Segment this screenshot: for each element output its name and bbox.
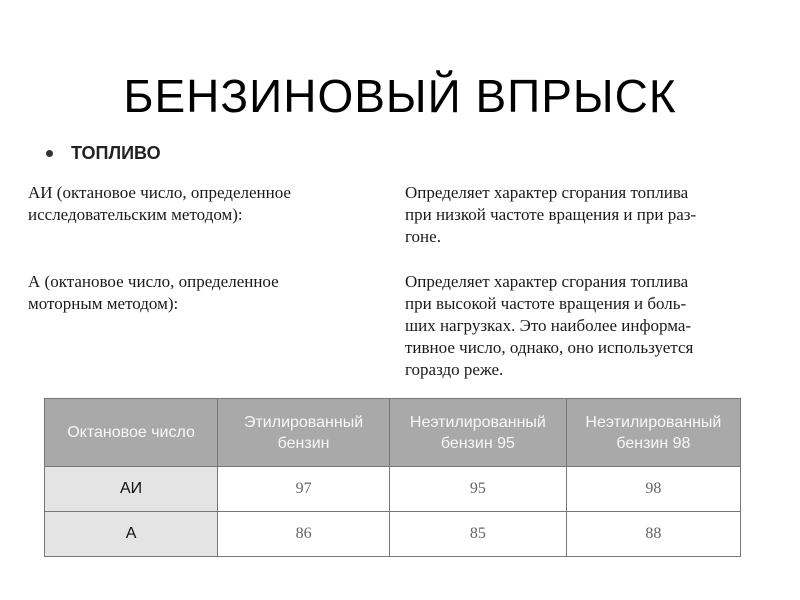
table-row-label: АИ	[45, 467, 218, 512]
table-cell: 97	[218, 467, 390, 512]
table-header-cell	[389, 399, 566, 467]
definition-line: ших нагрузках. Это наиболее информа-	[405, 316, 692, 335]
octane-table	[44, 398, 741, 557]
header-line: Этилированный	[243, 413, 364, 431]
table-cell: 88	[566, 512, 740, 557]
bullet-label: ТОПЛИВО	[71, 143, 161, 163]
term-line: моторным методом):	[28, 294, 179, 313]
definition-a	[405, 271, 775, 381]
table-cell: 85	[389, 512, 566, 557]
slide-title: БЕНЗИНОВЫЙ ВПРЫСК	[123, 69, 677, 122]
term-ai	[28, 182, 368, 226]
table-header-cell	[218, 399, 390, 467]
term-line: исследовательским методом):	[28, 205, 243, 224]
header-line: бензин 98	[616, 434, 691, 452]
definition-line: при высокой частоте вращения и боль-	[405, 294, 687, 313]
term-line: А (октановое число, определенное	[28, 272, 279, 291]
bullet-item	[46, 143, 161, 164]
header-line: Октановое число	[67, 424, 195, 441]
definition-line: тивное число, однако, оно используется	[405, 338, 694, 357]
table-cell: 86	[218, 512, 390, 557]
definition-line: при низкой частоте вращения и при раз-	[405, 205, 697, 224]
definition-line: Определяет характер сгорания топлива	[405, 272, 689, 291]
table-header-row	[45, 399, 741, 467]
header-line: бензин	[277, 434, 330, 452]
table-header-cell	[45, 399, 218, 467]
table-row	[45, 512, 741, 557]
table-row	[45, 467, 741, 512]
bullet-dot-icon	[46, 150, 53, 157]
definition-line: гоне.	[405, 227, 441, 246]
table-header-cell	[566, 399, 740, 467]
definition-line: Определяет характер сгорания топлива	[405, 183, 689, 202]
table-cell: 98	[566, 467, 740, 512]
header-line: бензин 95	[440, 434, 515, 452]
header-line: Неэтилированный	[585, 413, 722, 431]
term-line: АИ (октановое число, определенное	[28, 183, 291, 202]
header-line: Неэтилированный	[409, 413, 546, 431]
definition-line: гораздо реже.	[405, 360, 504, 379]
table-cell: 95	[389, 467, 566, 512]
table-row-label: А	[45, 512, 218, 557]
definition-ai	[405, 182, 775, 248]
term-a	[28, 271, 368, 315]
